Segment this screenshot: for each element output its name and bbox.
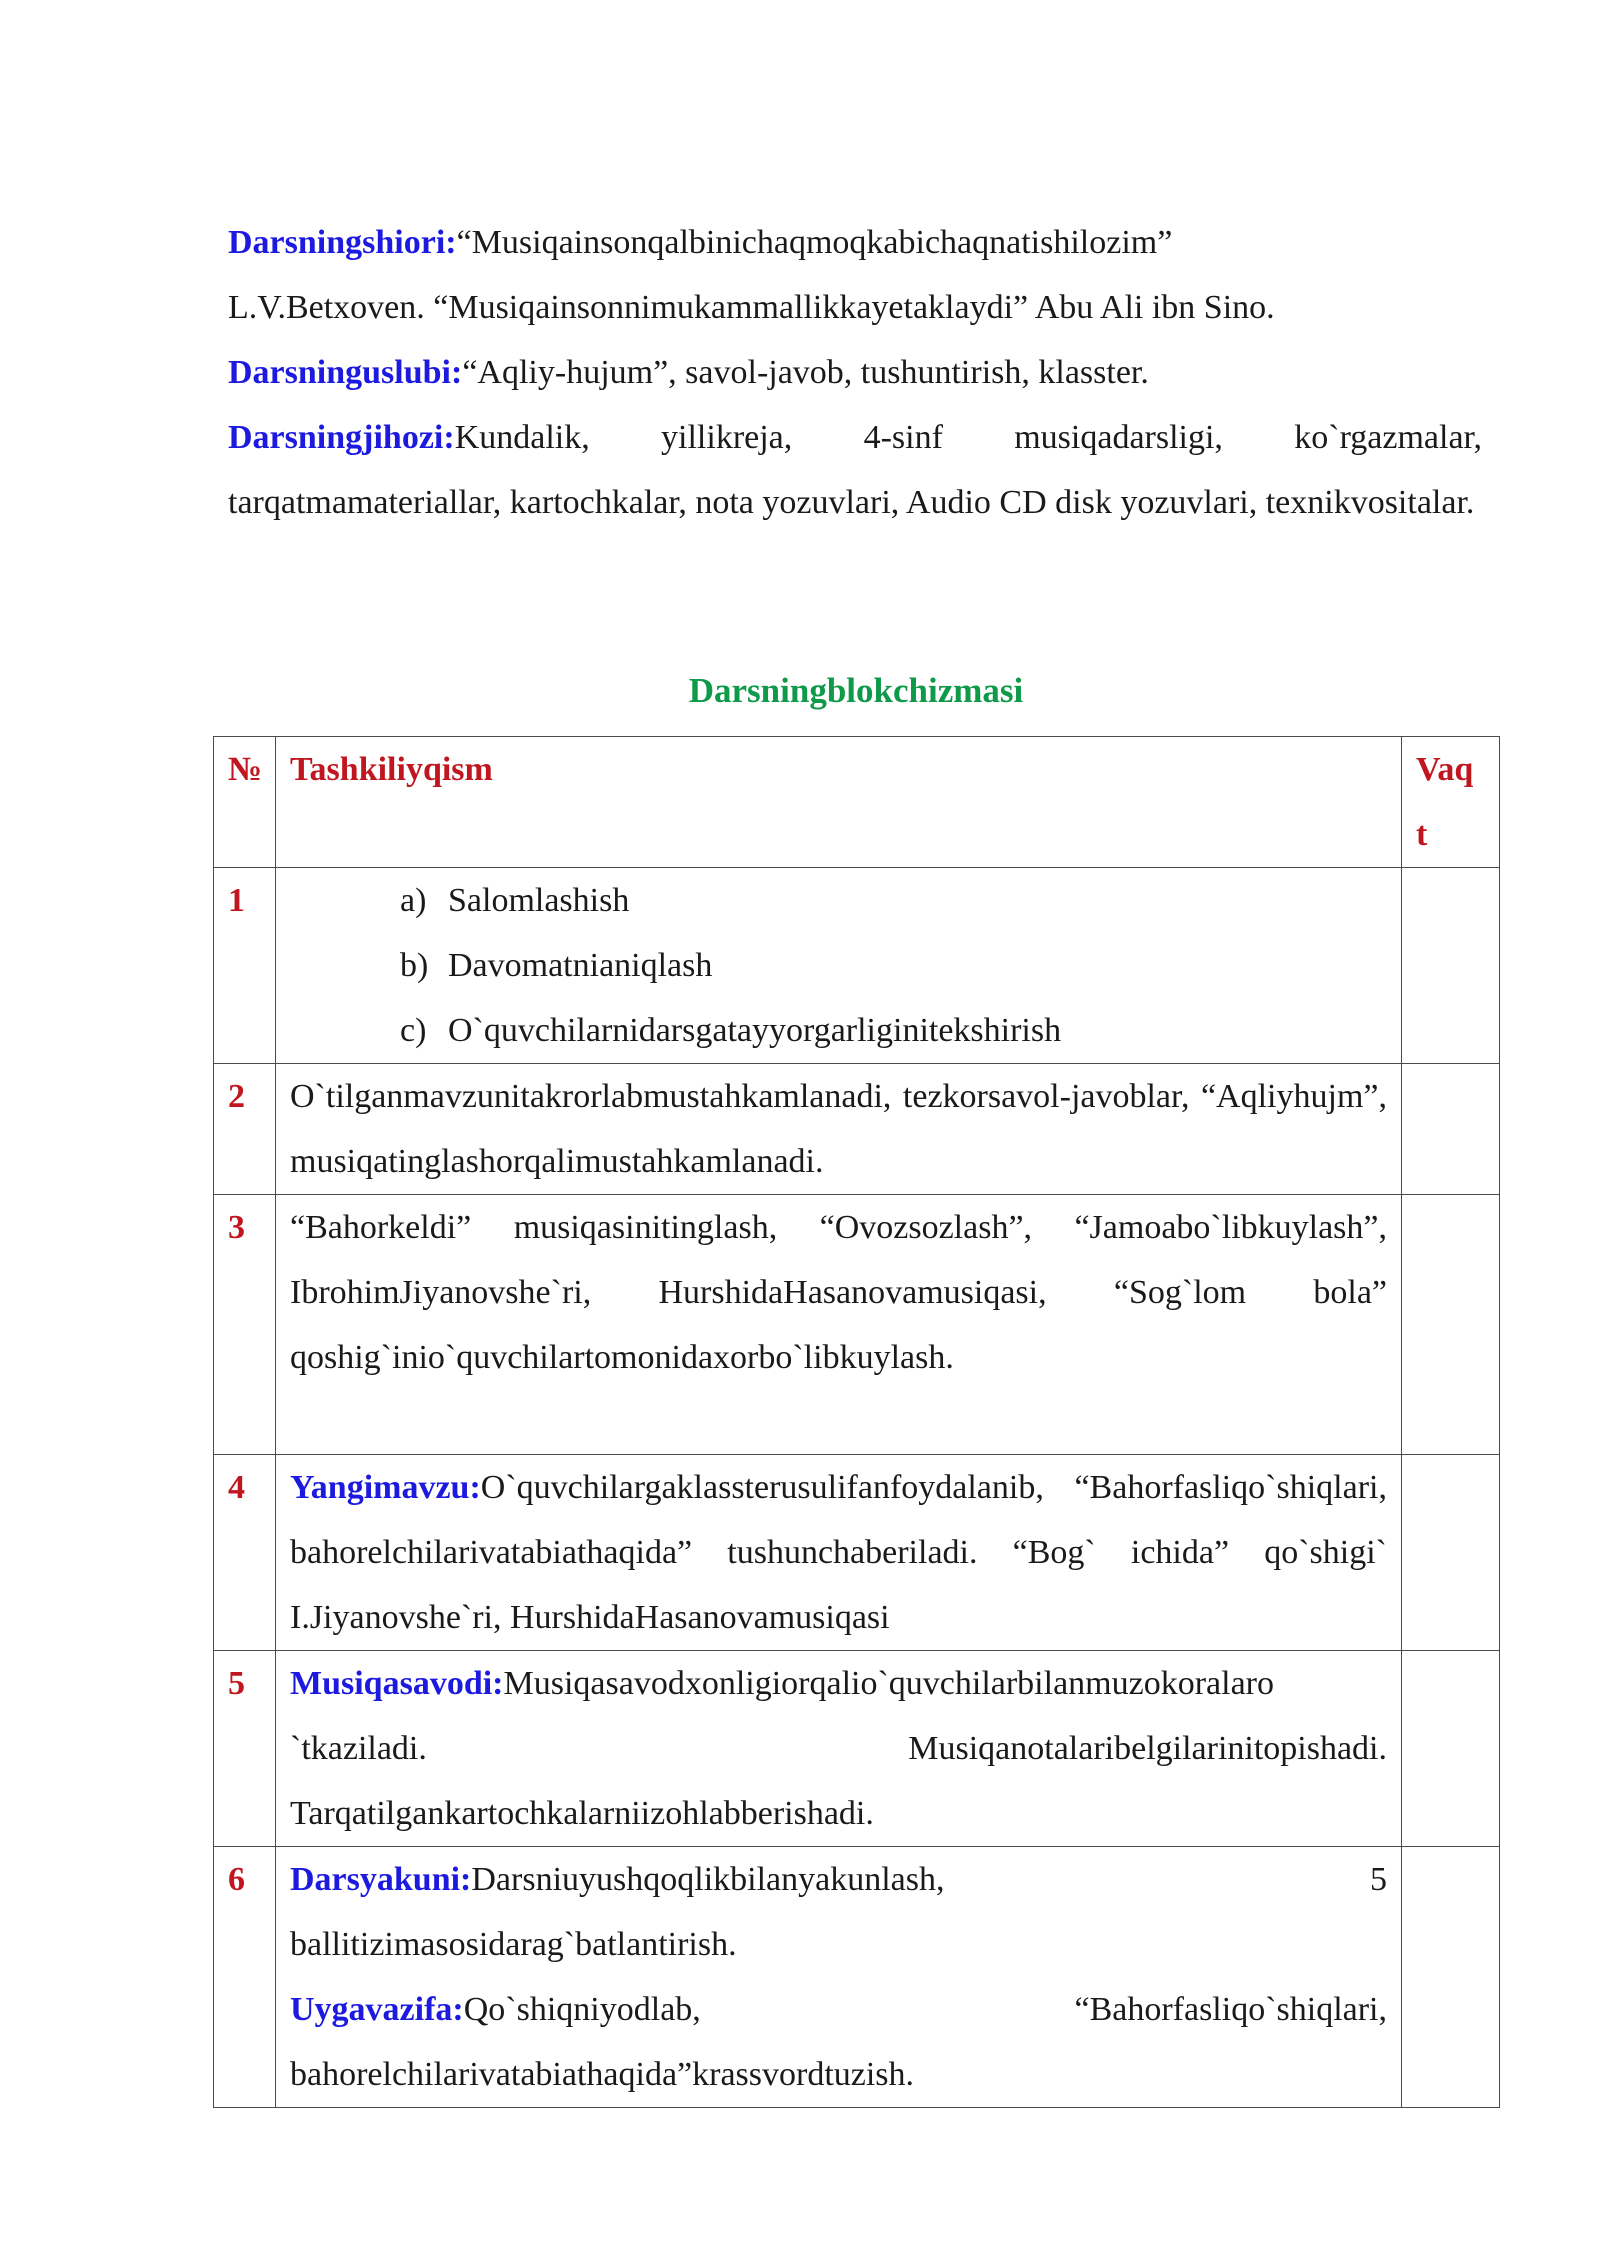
row-content — [276, 1455, 1402, 1651]
lesson-block-table — [213, 736, 1500, 2108]
row-number: 4 — [214, 1455, 276, 1651]
table-header-row — [214, 737, 1500, 868]
table-row — [214, 1195, 1500, 1455]
row-content — [276, 868, 1402, 1064]
list-item: b) Davomatnianiqlash — [400, 947, 713, 984]
music-literacy-label: Musiqasavodi: — [290, 1665, 504, 1702]
table-row — [214, 1455, 1500, 1651]
table-row — [214, 1064, 1500, 1195]
row-content: “Bahorkeldi” musiqasinitinglash, “Ovozsozlash”, “Jamoabo`libkuylash”, IbrohimJiyanovshe`ri, HurshidaHasanovamusiqasi, “Sog`lom bola” qoshig`inio`quvchilartomonidaxorbo`libkuylash. — [276, 1195, 1402, 1455]
row-time — [1402, 1195, 1500, 1455]
homework-text: Qo`shiqniyodlab, “Bahorfasliqo`shiqlari, bahorelchilarivatabiathaqida”krassvordtuzish. — [290, 1991, 1387, 2093]
row-time — [1402, 1651, 1500, 1847]
new-topic-label: Yangimavzu: — [290, 1469, 481, 1506]
row-number: 2 — [214, 1064, 276, 1195]
music-literacy-text: Musiqasavodxonligiorqalio`quvchilarbilanmuzokoralaro `tkaziladi. Musiqanotalaribelgilarinitopishadi. Tarqatilgankartochkalarniizohlabberishadi. — [290, 1665, 1387, 1832]
list-item: a) Salomlashish — [400, 882, 630, 919]
row-content — [276, 1651, 1402, 1847]
lesson-equipment — [228, 405, 1482, 535]
table-row — [214, 868, 1500, 1064]
lesson-motto — [228, 210, 1482, 275]
header-number: № — [214, 737, 276, 868]
homework-label: Uygavazifa: — [290, 1991, 464, 2028]
header-time — [1402, 737, 1500, 868]
motto-attribution: L.V.Betxoven. “Musiqainsonnimukammallikkayetaklaydi” Abu Ali ibn Sino. — [228, 289, 1275, 326]
lesson-method — [228, 340, 1482, 405]
row-time — [1402, 1847, 1500, 2108]
new-topic-text: O`quvchilargaklassterusulifanfoydalanib, “Bahorfasliqo`shiqlari, bahorelchilarivatabiathaqida” tushunchaberiladi. “Bog` ichida” qo`shigi` I.Jiyanovshe`ri, HurshidaHasanovamusiqasi — [290, 1469, 1387, 1636]
motto-label: Darsningshiori: — [228, 224, 457, 261]
lesson-intro — [228, 210, 1482, 535]
table-row — [214, 1847, 1500, 2108]
header-time-line2: t — [1416, 816, 1428, 853]
lesson-end-label: Darsyakuni: — [290, 1861, 472, 1898]
row-time — [1402, 1455, 1500, 1651]
table-title: Darsningblokchizmasi — [688, 671, 1024, 710]
header-time-line1: Vaq — [1416, 751, 1474, 788]
equipment-text: Kundalik, yillikreja, 4-sinf musiqadarsligi, ko`rgazmalar, tarqatmamateriallar, kartochkalar, nota yozuvlari, Audio CD disk yozuvlari, texnikvositalar. — [228, 419, 1482, 521]
motto-text: “Musiqainsonqalbinichaqmoqkabichaqnatishilozim” — [456, 224, 1173, 261]
row-number: 3 — [214, 1195, 276, 1455]
greeting-steps-list — [290, 868, 1387, 1063]
list-item: c) O`quvchilarnidarsgatayyorgarliginitekshirish — [400, 1012, 1062, 1049]
method-label: Darsninguslubi: — [228, 354, 463, 391]
row-number: 5 — [214, 1651, 276, 1847]
row-time — [1402, 868, 1500, 1064]
row-number: 1 — [214, 868, 276, 1064]
method-text: “Aqliy-hujum”, savol-javob, tushuntirish, klasster. — [462, 354, 1149, 391]
row-content — [276, 1847, 1402, 2108]
header-content: Tashkiliyqism — [276, 737, 1402, 868]
lesson-end-text: Darsniuyushqoqlikbilanyakunlash, 5 ballitizimasosidarag`batlantirish. — [290, 1861, 1387, 1963]
row-time — [1402, 1064, 1500, 1195]
row-number: 6 — [214, 1847, 276, 2108]
row-content: O`tilganmavzunitakrorlabmustahkamlanadi, tezkorsavol-javoblar, “Aqliyhujm”, musiqatinglashorqalimustahkamlanadi. — [276, 1064, 1402, 1195]
equipment-label: Darsningjihozi: — [228, 419, 455, 456]
table-row — [214, 1651, 1500, 1847]
